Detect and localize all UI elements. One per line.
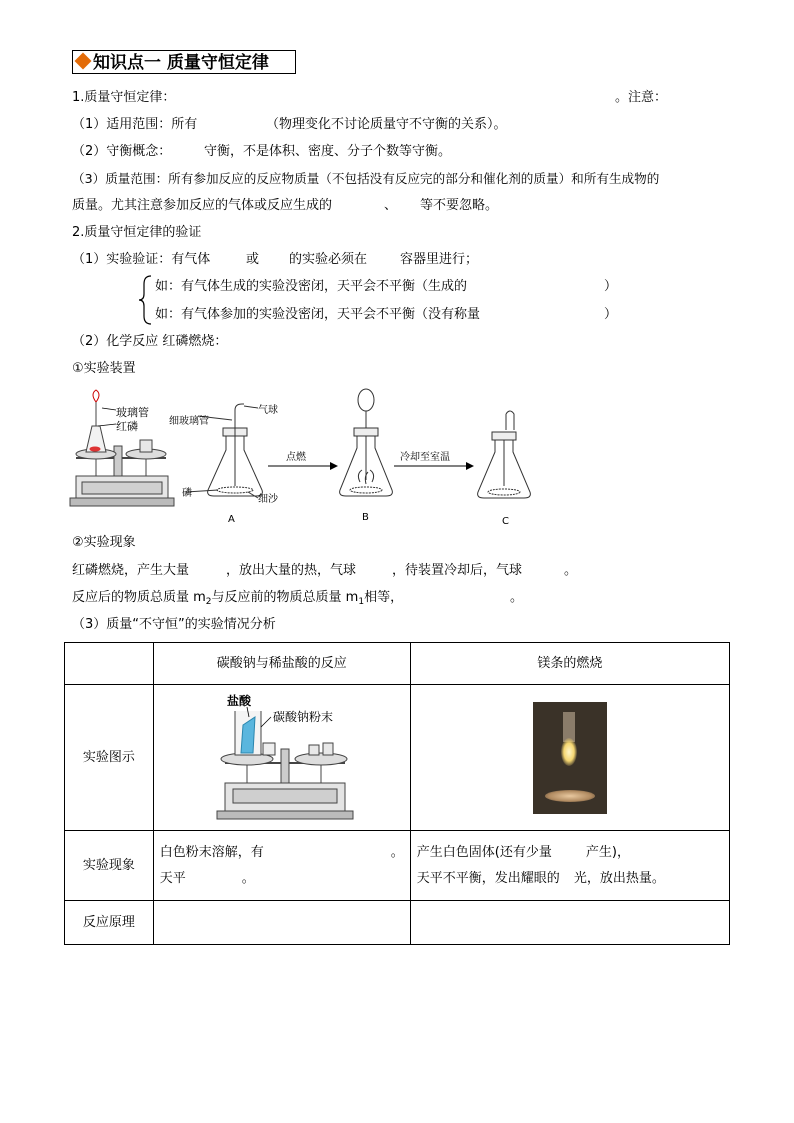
mg-phenomenon-cell [410, 831, 729, 901]
row-label-principle: 反应原理 [65, 901, 154, 945]
s2-b1-end: ） [604, 279, 618, 294]
red-phosphorus-apparatus-figure [68, 386, 558, 528]
s1-l4b: 、 [384, 198, 398, 213]
s1-l1a: （1）适用范围：所有 [72, 117, 198, 132]
mg-figure-cell [410, 685, 729, 831]
row-label-phenomenon: 实验现象 [65, 831, 154, 901]
diamond-icon [75, 53, 92, 70]
s2-title: 2.质量守恒定律的验证 [72, 225, 202, 240]
s1-l1b: （物理变化不讨论质量守不守衡的关系）。 [266, 117, 507, 132]
mg-principle-cell [410, 901, 729, 945]
s2-b2: 如：有气体参加的实验没密闭，天平会不平衡（没有称量 [155, 307, 481, 322]
label-a: A [228, 514, 235, 525]
apparatus-heading: ①实验装置 [72, 361, 136, 376]
label-phosphorus: 磷 [182, 488, 192, 499]
label-balloon-a: 气球 [258, 405, 278, 416]
c22c: 天平不平衡，发出耀眼的 [416, 870, 560, 886]
s2-p2-sub1: 2 [205, 597, 212, 607]
s2-p1a: 红磷燃烧，产生大量 [72, 563, 190, 578]
mg-flame [561, 738, 577, 766]
c22a: 产生白色固体(还有少量 [416, 844, 552, 860]
section-heading [72, 50, 296, 74]
label-na2co3: 碳酸钠粉末 [272, 709, 333, 724]
s1-l4c: 等不要忽略。 [420, 198, 499, 213]
s2-p2b: 与反应前的物质总质量 m [211, 590, 359, 605]
s1-l3: （3）质量范围：所有参加反应的反应物质量（不包括没有反应完的部分和催化剂的质量）和所有生成物的 [72, 171, 660, 186]
s2-p2 [72, 589, 403, 611]
flask-b-drawing [340, 389, 393, 496]
na2co3-phenomenon-cell [153, 831, 410, 901]
s1-l2a: （2）守衡概念： [72, 144, 172, 159]
label-red-phosphorus: 红磷 [116, 420, 138, 433]
na2co3-balance-figure [155, 687, 398, 829]
phenomenon-heading: ②实验现象 [72, 535, 136, 550]
c21a: 白色粉末溶解，有 [159, 844, 264, 860]
label-b: B [362, 512, 369, 523]
s2-v1b: 或 [246, 252, 260, 267]
na2co3-principle-cell [153, 901, 410, 945]
c22b: 产生)， [585, 844, 630, 860]
s2-b2-end: ） [604, 307, 618, 322]
mg-burning-photo [533, 702, 607, 814]
s1-title: 1.质量守恒定律： [72, 90, 176, 105]
label-sand: 细沙 [258, 494, 278, 505]
flask-c-drawing [478, 411, 531, 498]
row-label-figure: 实验图示 [65, 685, 154, 831]
header-mg-burning: 镁条的燃烧 [410, 643, 729, 685]
s1-note: 。注意： [615, 90, 668, 105]
label-ignite: 点燃 [286, 452, 306, 463]
s2-v1d: 容器里进行； [400, 252, 479, 267]
header-na2co3-hcl: 碳酸钠与稀盐酸的反应 [153, 643, 410, 685]
label-thin-tube: 细玻璃管 [169, 416, 209, 427]
s1-l4a: 质量。尤其注意参加反应的气体或反应生成的 [72, 198, 333, 213]
s2-p2a: 反应后的物质总质量 m [72, 590, 206, 605]
s2-r2: （2）化学反应 红磷燃烧： [72, 334, 228, 349]
table-row-figure [65, 685, 730, 831]
header-empty [65, 643, 154, 685]
label-hcl: 盐酸 [226, 693, 251, 708]
label-cool: 冷却至室温 [400, 452, 450, 463]
label-glass-tube: 玻璃管 [116, 406, 149, 419]
curly-brace [138, 274, 154, 326]
heading-title: 知识点一 质量守恒定律 [93, 53, 269, 73]
s2-r3: （3）质量“不守恒”的实验情况分析 [72, 617, 276, 632]
s2-p1d: 。 [564, 563, 578, 578]
label-c: C [502, 516, 509, 527]
c22d: 光，放出热量。 [573, 870, 665, 886]
c21d: 。 [241, 870, 255, 886]
mg-dish [545, 790, 595, 802]
s2-p2d: 。 [510, 590, 524, 605]
s2-p1c: ，待装置冷却后，气球 [392, 563, 523, 578]
na2co3-figure-cell [153, 685, 410, 831]
s2-b1: 如：有气体生成的实验没密闭，天平会不平衡（生成的 [155, 279, 468, 294]
comparison-table [64, 642, 730, 945]
table-row-principle [65, 901, 730, 945]
c21b: 。 [390, 844, 404, 860]
s2-p2-sub2: 1 [358, 597, 365, 607]
table-row-phenomenon [65, 831, 730, 901]
c21c: 天平 [159, 870, 186, 886]
s2-v1c: 的实验必须在 [289, 252, 368, 267]
s2-p1b: ，放出大量的热，气球 [226, 563, 357, 578]
s2-p2c: 相等， [364, 590, 404, 605]
s2-v1a: （1）实验验证：有气体 [72, 252, 211, 267]
s1-l2b: 守衡，不是体积、密度、分子个数等守衡。 [204, 144, 452, 159]
table-header-row [65, 643, 730, 685]
